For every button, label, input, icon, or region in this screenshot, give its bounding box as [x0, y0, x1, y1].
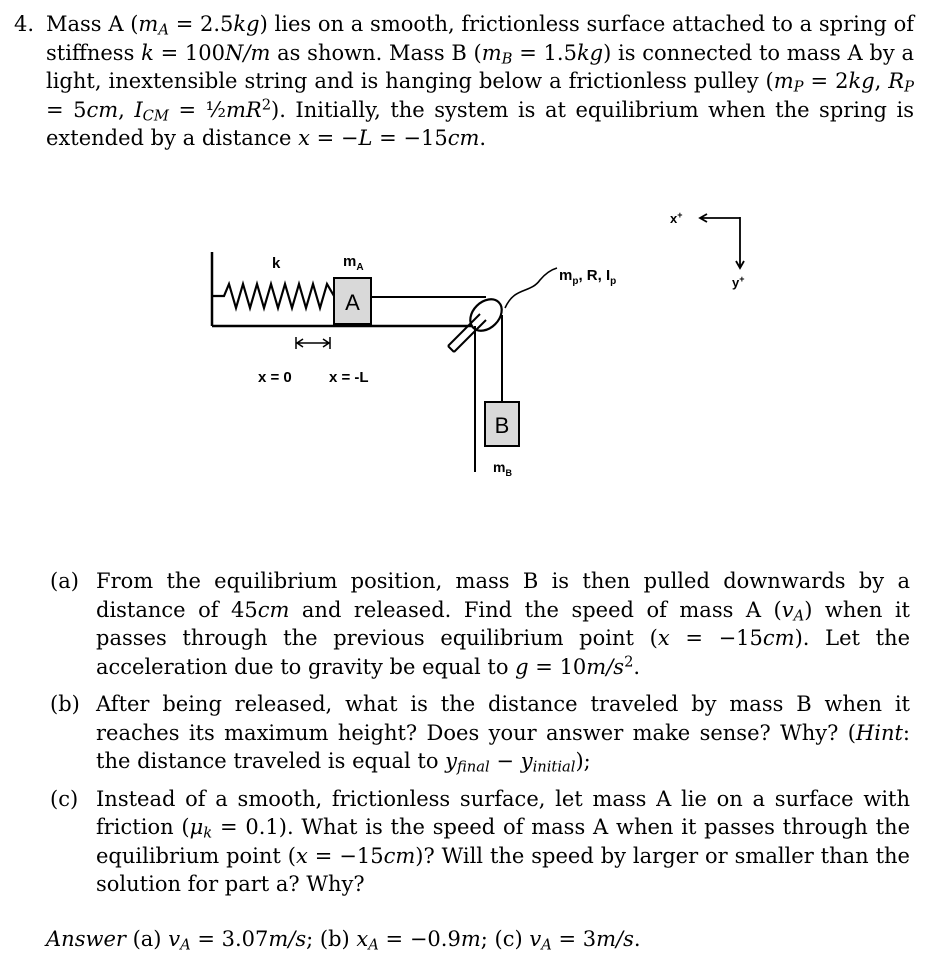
hint-label: Hint	[855, 720, 903, 745]
spring-label: k	[272, 255, 281, 272]
unit: cm	[257, 597, 290, 622]
text: = −15	[669, 626, 763, 650]
math-subscript: A	[158, 21, 169, 39]
y-axis-label: y+	[732, 274, 745, 290]
part-label: (a)	[50, 569, 79, 593]
answer-line	[46, 925, 641, 953]
text: −	[489, 749, 521, 773]
pulley-label: $m_p$, R, $I_p$	[559, 267, 617, 287]
problem-intro	[46, 10, 914, 153]
unit: m/s	[268, 927, 307, 951]
text: = −15	[307, 843, 384, 868]
text: Mass A (	[46, 12, 139, 36]
math-superscript: 2	[261, 96, 272, 114]
math-symbol: I	[134, 97, 143, 122]
block-b-label: B	[494, 413, 510, 438]
text: (a)	[125, 927, 169, 951]
unit: N/m	[225, 40, 271, 65]
x-axis-label: x+	[670, 210, 683, 226]
unit: cm	[762, 626, 795, 650]
x-minus-l-label: x = -L	[329, 369, 369, 386]
unit: kg	[576, 40, 604, 65]
text: ; (c)	[480, 927, 530, 951]
x-axis-arrow	[700, 214, 740, 222]
unit: cm	[447, 126, 480, 150]
unit: cm	[86, 97, 119, 122]
unit: m/s	[596, 927, 634, 951]
sub-questions	[50, 567, 910, 908]
math-symbol: m	[138, 12, 159, 36]
text: After being released, what is the distance traveled by mass B when it reaches its maximum height? Does your answer make sense? Why? (	[96, 692, 910, 745]
text: = 2	[803, 69, 849, 93]
text: ,	[118, 97, 135, 122]
text: = 3	[551, 927, 597, 951]
text: ) when it passes through the previous equilibrium point (	[96, 597, 910, 650]
part-b	[50, 690, 910, 776]
block-a-label: A	[345, 290, 360, 315]
math-subscript: A	[793, 607, 805, 625]
unit: m/s	[586, 654, 625, 679]
text: Instead of a smooth, frictionless surface, let mass A lie on a surface with friction (	[96, 786, 910, 839]
mass-b-label: $m_B$	[493, 459, 512, 478]
part-label: (c)	[50, 786, 79, 811]
math-symbol: v	[168, 927, 181, 951]
y-axis-arrow	[736, 217, 744, 268]
text: as shown. Mass B (	[270, 40, 482, 65]
answer-label: Answer	[46, 927, 126, 951]
math-subscript: final	[457, 758, 490, 776]
text: = 10	[528, 654, 587, 679]
text: ; (b)	[306, 927, 357, 951]
pulley-leader	[505, 268, 557, 308]
math-symbol: L	[358, 126, 373, 150]
math-subscript: P	[793, 78, 804, 96]
math-subscript: A	[180, 936, 191, 954]
text: ). Initially, the system is at equilibrium when the spring is extended by a distance	[46, 97, 914, 150]
displacement-arrow	[296, 337, 330, 349]
part-label: (b)	[50, 692, 80, 716]
unit: kg	[233, 12, 260, 36]
math-symbol: x	[295, 843, 308, 868]
math-symbol: μ	[189, 815, 204, 839]
math-subscript: B	[501, 50, 513, 68]
math-subscript: A	[368, 936, 379, 954]
math-subscript: P	[904, 78, 914, 96]
text: = −0.9	[378, 927, 461, 951]
math-symbol: g	[515, 654, 529, 679]
text: ). Let the acceleration due to gravity be equal to	[96, 626, 910, 679]
math-symbol: x	[356, 927, 369, 951]
math-symbol: y	[520, 749, 533, 773]
unit: cm	[383, 843, 416, 868]
x-zero-label: x = 0	[258, 369, 292, 386]
text: and released. Find the speed of mass A (	[289, 597, 782, 622]
mass-a-label: $m_A$	[343, 253, 364, 273]
text: .	[633, 927, 641, 951]
text: = 2.5	[168, 12, 234, 36]
part-a	[50, 567, 910, 681]
unit: kg	[848, 69, 875, 93]
problem-number: 4.	[14, 12, 35, 36]
math-subscript: A	[541, 936, 552, 954]
text: = 1.5	[512, 40, 577, 65]
text: = −15	[372, 126, 448, 150]
spring-pulley-diagram	[0, 190, 950, 490]
text: );	[575, 749, 591, 773]
math-subscript: initial	[532, 758, 576, 776]
text: : the distance traveled is equal to	[96, 720, 910, 773]
text: = 100	[153, 40, 226, 65]
math-symbol: m	[773, 69, 794, 93]
text: .	[479, 126, 487, 150]
math-symbol: y	[445, 749, 458, 773]
text: )? Will the speed by larger or smaller than the solution for part a? Why?	[96, 843, 910, 896]
math-symbol: k	[141, 40, 154, 65]
text: ) is connected to mass A by a light, inextensible string and is hanging below a frictionless pulley (	[46, 40, 915, 93]
text: = ½	[168, 97, 226, 122]
spring	[212, 284, 334, 308]
math-subscript: CM	[142, 107, 169, 125]
text: ) lies on a smooth, frictionless surface attached to a spring of stiffness	[46, 12, 914, 65]
math-subscript: k	[203, 824, 213, 842]
text: .	[633, 654, 641, 679]
unit: m	[460, 927, 481, 951]
math-symbol: x	[298, 126, 310, 150]
text: From the equilibrium position, mass B is then pulled downwards by a distance of 45	[96, 569, 910, 622]
part-c	[50, 785, 910, 899]
text: ,	[874, 69, 889, 93]
text: = 0.1). What is the speed of mass A when it passes through the equilibrium point (	[96, 815, 911, 868]
math-symbol: m	[481, 40, 502, 65]
math-symbol: x	[657, 626, 670, 650]
math-symbol: v	[529, 927, 542, 951]
math-symbol: R	[888, 69, 905, 93]
problem-statement	[14, 10, 914, 153]
text: = 5	[46, 97, 87, 122]
math-superscript: 2	[624, 653, 634, 671]
math-symbol: mR	[225, 97, 262, 122]
math-symbol: v	[781, 597, 794, 622]
text: = 3.07	[190, 927, 269, 951]
text: = −	[309, 126, 359, 150]
